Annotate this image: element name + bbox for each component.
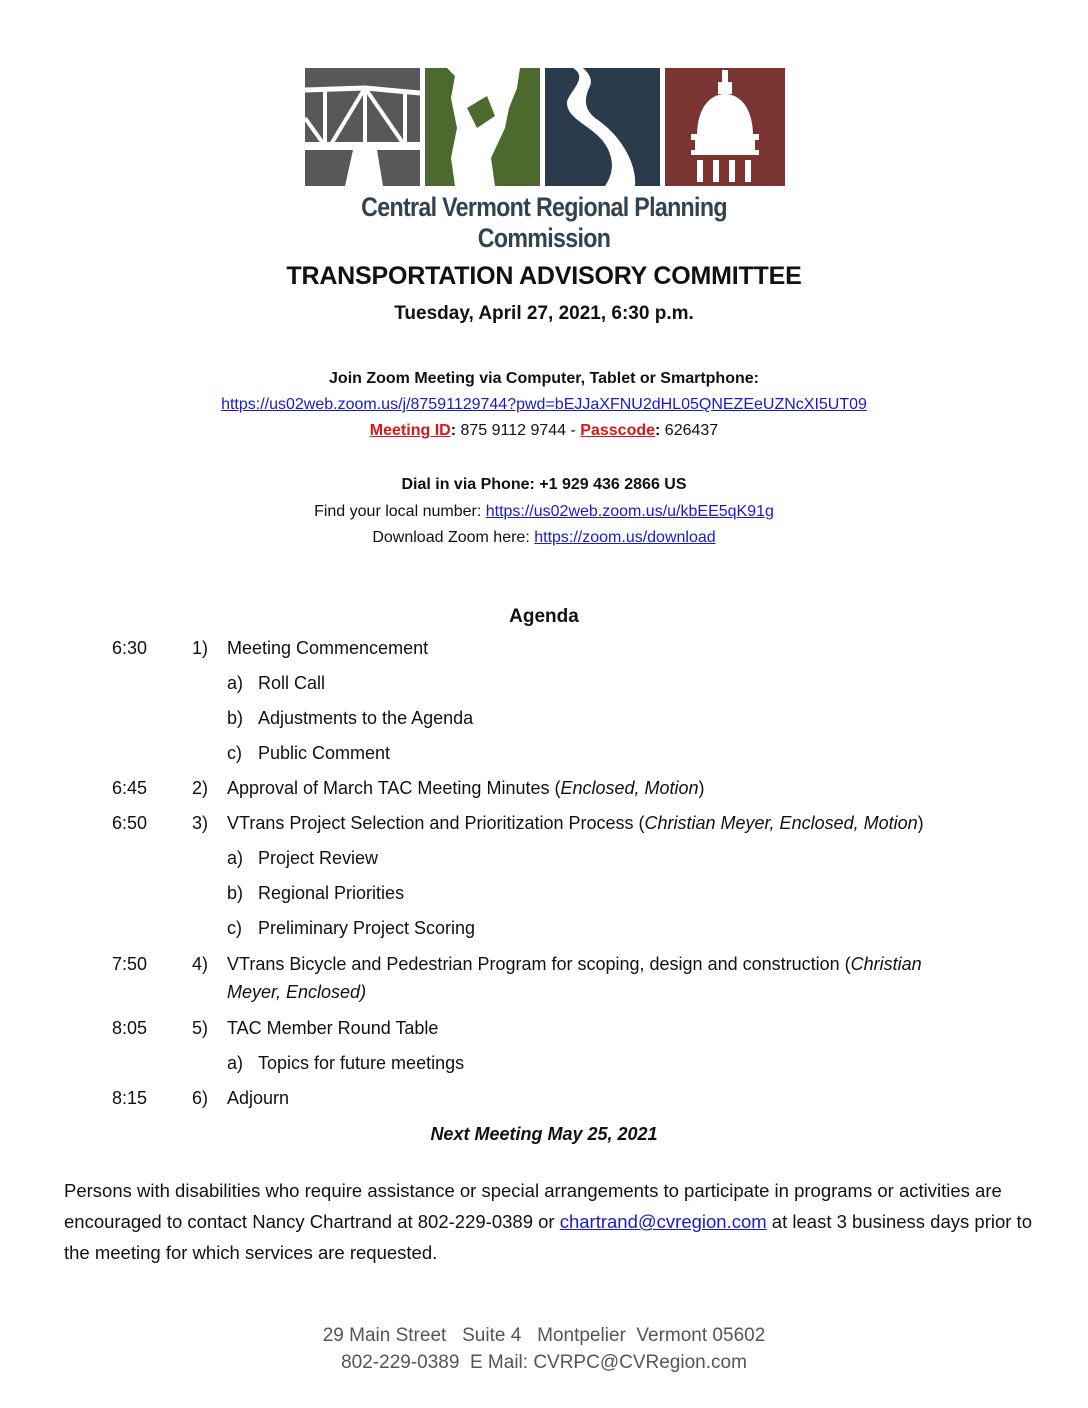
local-number-label: Find your local number: [314, 503, 482, 520]
agenda-note: Christian [850, 954, 922, 974]
agenda-note: Christian Meyer, Enclosed, Motion [644, 813, 918, 833]
sub-item-text: Topics for future meetings [258, 1053, 465, 1073]
bridge-tile [305, 68, 420, 186]
agenda-number: 5) [192, 1018, 209, 1038]
capitol-dome-tile [665, 68, 785, 186]
agenda-title: Adjourn [227, 1088, 290, 1108]
agenda-note: Enclosed, Motion [560, 778, 699, 798]
agenda-title-line [227, 778, 705, 799]
sub-item-letter: a) [227, 673, 244, 693]
sub-item-letter: c) [227, 918, 242, 938]
agenda-number: 4) [192, 954, 209, 974]
local-number-line [0, 503, 1088, 521]
agenda-title: Meeting Commencement [227, 638, 429, 658]
footer [0, 1322, 1088, 1376]
vermont-map-tile [425, 68, 540, 186]
agenda-title: Approval of March TAC Meeting Minutes ( [227, 778, 561, 798]
sub-item-text: Adjustments to the Agenda [258, 708, 474, 728]
contact-email-link[interactable]: chartrand@cvregion.com [559, 1211, 767, 1232]
sub-item-text: Regional Priorities [258, 883, 405, 903]
sub-item-letter: c) [227, 743, 242, 763]
page-title: TRANSPORTATION ADVISORY COMMITTEE [286, 262, 802, 290]
separator: - [570, 422, 576, 439]
passcode-value: 626437 [664, 422, 719, 439]
river-tile [545, 68, 660, 186]
agenda-time: 8:05 [112, 1018, 148, 1038]
sub-item-text: Preliminary Project Scoring [258, 918, 476, 938]
agenda-number: 3) [192, 813, 209, 833]
footer-contact: 802-229-0389 E Mail: CVRPC@CVRegion.com [341, 1352, 747, 1373]
agenda-number: 1) [192, 638, 209, 658]
agenda-time: 8:15 [112, 1088, 148, 1108]
meeting-credentials: Meeting ID: 875 9112 9744 - Passcode: 626437 [369, 422, 719, 439]
agenda-note-continued: Meyer, Enclosed) [227, 982, 367, 1002]
agenda-heading: Agenda [509, 606, 579, 627]
sub-item-letter: b) [227, 708, 244, 728]
meeting-date-time: Tuesday, April 27, 2021, 6:30 p.m. [394, 303, 694, 324]
sub-item-letter: a) [227, 1053, 244, 1073]
agenda-time: 6:50 [112, 813, 148, 833]
zoom-join-link[interactable]: https://us02web.zoom.us/j/87591129744?pwd=bEJJaXFNU2dHL05QNEZEeUZNcXI5UT09 [221, 396, 867, 413]
agenda-number: 2) [192, 778, 209, 798]
passcode-label: Passcode [580, 422, 656, 439]
join-zoom-label: Join Zoom Meeting via Computer, Tablet or Smartphone: [329, 370, 759, 387]
agenda-title-line [227, 954, 922, 975]
agenda-title: VTrans Project Selection and Prioritization Process ( [227, 813, 645, 833]
agenda-title: VTrans Bicycle and Pedestrian Program for scoping, design and construction ( [227, 954, 851, 974]
accessibility-text-end: at least 3 business days prior to the meeting for which services are requested. [64, 1211, 1032, 1263]
download-label: Download Zoom here: [372, 529, 530, 546]
download-zoom-link[interactable]: https://zoom.us/download [534, 529, 716, 546]
agenda-title-continued [227, 982, 366, 1003]
accessibility-notice [64, 1175, 1034, 1268]
org-name: Central Vermont Regional Planning Commission [361, 192, 727, 253]
sub-item-letter: a) [227, 848, 244, 868]
local-number-link[interactable]: https://us02web.zoom.us/u/kbEE5qK91g [485, 503, 774, 520]
next-meeting: Next Meeting May 25, 2021 [430, 1124, 658, 1144]
sub-item-letter: b) [227, 883, 244, 903]
sub-item-text: Public Comment [258, 743, 391, 763]
footer-address: 29 Main Street Suite 4 Montpelier Vermont 05602 [322, 1325, 766, 1346]
sub-item-text: Project Review [258, 848, 379, 868]
download-line [0, 529, 1088, 547]
agenda-close: ) [698, 778, 705, 798]
agenda-time: 7:50 [112, 954, 148, 974]
meeting-id-value: 875 9112 9744 [460, 422, 567, 439]
dial-in-phone: Dial in via Phone: +1 929 436 2866 US [401, 476, 687, 493]
agenda-number: 6) [192, 1088, 209, 1108]
agenda-time: 6:30 [112, 638, 148, 658]
agenda-title: TAC Member Round Table [227, 1018, 439, 1038]
accessibility-text: Persons with disabilities who require assistance or special arrangements to participate in programs or activities are encouraged to contact Nancy Chartrand at 802-229-0389 or [64, 1180, 1002, 1232]
agenda-title-line [227, 813, 924, 834]
logo-tiles [305, 68, 785, 188]
join-url-line [0, 396, 1088, 414]
meeting-id-label: Meeting ID [369, 422, 451, 439]
sub-item-text: Roll Call [258, 673, 326, 693]
agenda-close: ) [917, 813, 924, 833]
agenda-time: 6:45 [112, 778, 148, 798]
